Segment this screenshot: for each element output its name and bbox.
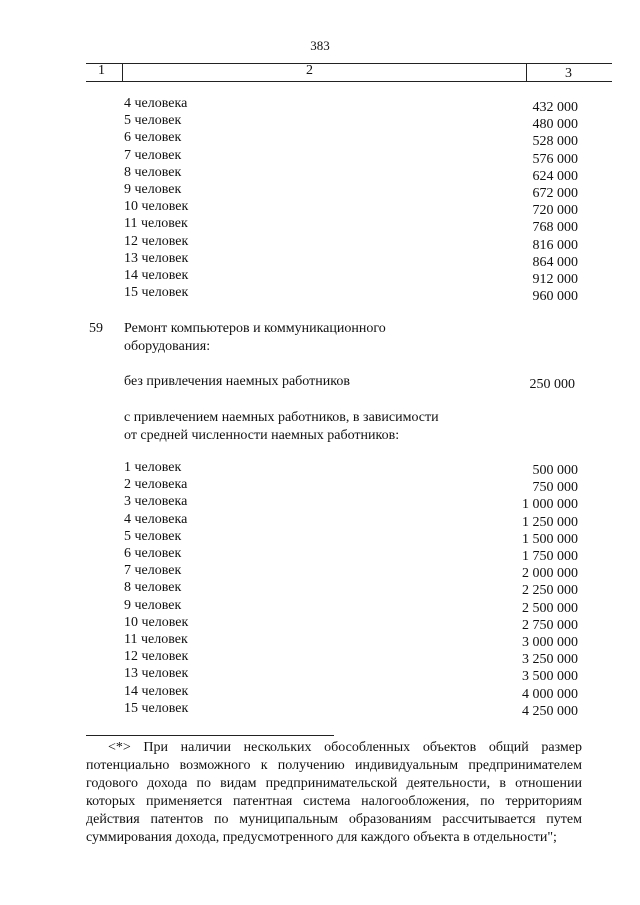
table-row-value: 912 000: [532, 272, 578, 287]
table-row-value: 864 000: [532, 254, 578, 270]
table-row-value: 1 750 000: [522, 549, 578, 564]
column-divider: [526, 64, 527, 81]
entry-number: 59: [89, 321, 103, 336]
no-employees-label: без привлечения наемных работников: [124, 374, 350, 389]
table-row-label: 8 человек: [124, 164, 182, 180]
table-row-label: 4 человека: [124, 511, 188, 527]
no-employees-value: 250 000: [529, 377, 575, 392]
table-row-value: 2 250 000: [522, 583, 578, 599]
table-row-label: 14 человек: [124, 268, 189, 283]
table-row-label: 12 человек: [124, 233, 189, 249]
table-row-value: 432 000: [532, 100, 578, 115]
table-row-value: 528 000: [532, 134, 578, 150]
table-row-label: 6 человек: [124, 546, 182, 561]
table-row-value: 750 000: [532, 480, 578, 496]
page-number: 383: [310, 38, 330, 53]
table-row-value: 500 000: [532, 463, 578, 478]
table-row-label: 11 человек: [124, 632, 188, 647]
table-row-value: 624 000: [532, 168, 578, 184]
table-row-label: 3 человека: [124, 494, 188, 510]
footnote-text: <*> При наличии нескольких обособленных объектов общий размер потенциально возможного к получению индивидуальным предпринимателем годового дохода по видам предпринимательской деятельности, в отношении которых применяется патентная система налогообложения, по территориям действия патентов по муниципальным образованиям рассчитывается путем суммирования дохода, предусмотренного для каждого объекта в отдельности";: [86, 740, 582, 845]
table-row-label: 13 человек: [124, 666, 189, 682]
table-row-value: 960 000: [532, 289, 578, 305]
table-row-label: 15 человек: [124, 285, 189, 301]
table-row-label: 14 человек: [124, 683, 189, 699]
table-row-label: 5 человек: [124, 528, 182, 544]
table-row-label: 12 человек: [124, 649, 189, 665]
table-row-label: 10 человек: [124, 614, 189, 630]
table-row-value: 1 500 000: [522, 531, 578, 547]
table-row-label: 1 человек: [124, 460, 182, 475]
table-row-label: 9 человек: [124, 182, 182, 197]
table-row-value: 720 000: [532, 203, 578, 219]
table-row-value: 1 250 000: [522, 514, 578, 530]
column-header: [86, 63, 612, 82]
table-row-value: 3 000 000: [522, 635, 578, 650]
table-row-label: 10 человек: [124, 199, 189, 215]
entry-title-line2: оборудования:: [124, 339, 211, 354]
table-row-label: 11 человек: [124, 216, 188, 232]
table-row-value: 4 000 000: [522, 686, 578, 702]
column-header-2: 2: [306, 63, 313, 78]
table-row-label: 13 человек: [124, 250, 189, 266]
table-row-value: 1 000 000: [522, 497, 578, 513]
table-row-value: 3 500 000: [522, 669, 578, 685]
column-header-1: 1: [98, 63, 105, 78]
table-row-label: 6 человек: [124, 130, 182, 146]
table-row-label: 2 человека: [124, 477, 188, 493]
table-row-label: 9 человек: [124, 597, 182, 613]
table-row-label: 15 человек: [124, 700, 189, 716]
table-row-value: 576 000: [532, 151, 578, 167]
with-employees-line2: от средней численности наемных работников:: [124, 428, 400, 443]
column-header-3: 3: [565, 66, 572, 81]
table-row-value: 4 250 000: [522, 703, 578, 719]
column-divider: [122, 64, 123, 81]
table-row-value: 768 000: [532, 220, 578, 236]
entry-title-line1: Ремонт компьютеров и коммуникационного: [124, 321, 386, 336]
table-row-value: 3 250 000: [522, 652, 578, 668]
table-row-value: 2 000 000: [522, 566, 578, 582]
table-row-label: 7 человек: [124, 563, 182, 579]
with-employees-line1: с привлечением наемных работников, в зависимости: [124, 410, 439, 425]
table-row-label: 8 человек: [124, 580, 182, 596]
table-row-value: 2 750 000: [522, 617, 578, 633]
footnote-divider: [86, 735, 334, 736]
table-row-label: 4 человека: [124, 96, 188, 111]
table-row-label: 5 человек: [124, 113, 182, 129]
table-row-value: 480 000: [532, 117, 578, 133]
table-row-value: 816 000: [532, 237, 578, 253]
table-row-label: 7 человек: [124, 147, 182, 163]
table-row-value: 672 000: [532, 186, 578, 201]
table-row-value: 2 500 000: [522, 600, 578, 616]
